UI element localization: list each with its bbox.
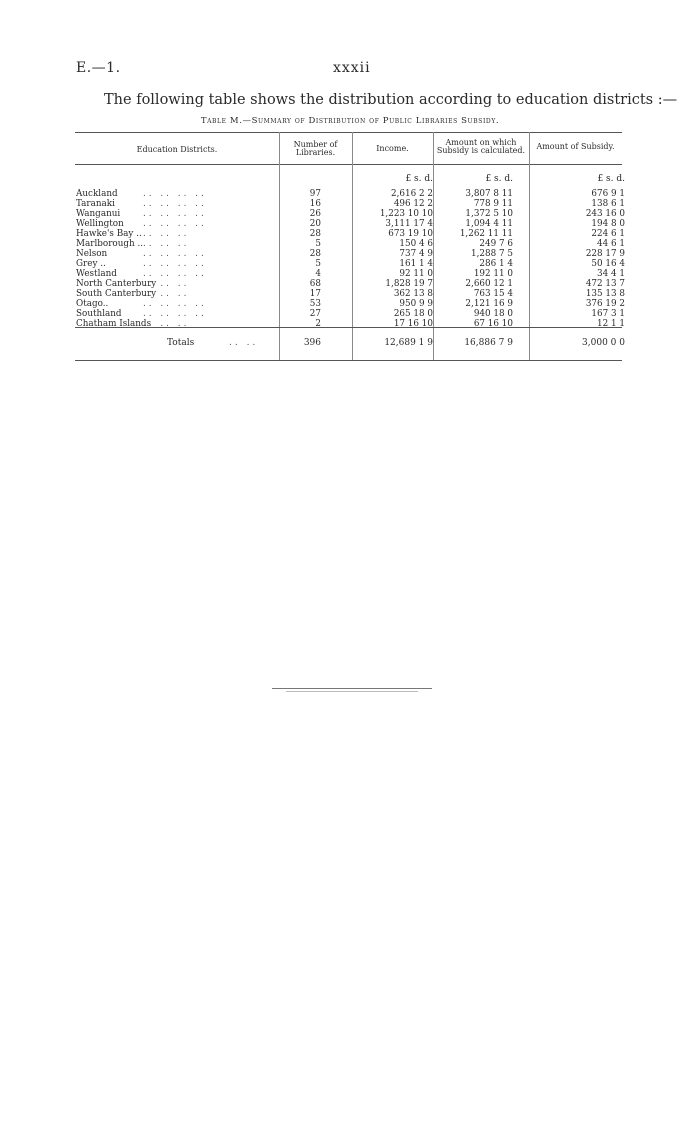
table-row [75,309,625,319]
libraries-count: 4 [315,269,321,279]
income-value: 161 1 4 [399,259,433,269]
leader-dots: .. .. .. [143,289,190,299]
subsidy-value: 224 6 1 [591,229,625,239]
leader-dots: .. .. .. [143,239,190,249]
leader-dots: .. .. .. .. [143,269,207,279]
header-bottom-rule [75,164,622,165]
leader-dots: .. .. .. .. [143,259,207,269]
libraries-count: 5 [315,239,321,249]
income-value: 3,111 17 4 [385,219,433,229]
income-value: 1,223 10 10 [379,209,433,219]
libraries-count: 28 [309,249,321,259]
table-caption: Table M.—Summary of Distribution of Public Libraries Subsidy. [200,116,500,126]
subsidy-value: 243 16 0 [585,209,625,219]
table-row [75,249,625,259]
subsidy-value: 34 4 1 [597,269,625,279]
amount-value: 1,262 11 11 [459,229,513,239]
leader-dots: .. .. .. .. [143,309,207,319]
table-row [75,229,625,239]
libraries-count: 16 [309,199,321,209]
header-amount-of-subsidy: Amount of Subsidy. [536,142,615,151]
income-value: 150 4 6 [399,239,433,249]
income-value: 265 18 0 [393,309,433,319]
libraries-count: 28 [309,229,321,239]
subsidy-value: 12 1 1 [597,319,625,329]
header-income: Income. [376,144,409,153]
district-name: Wanganui [76,209,121,219]
income-value: 496 12 2 [393,199,433,209]
subsidy-value: 135 13 8 [585,289,625,299]
income-value: 673 19 10 [388,229,433,239]
table-row [75,289,625,299]
amount-value: 2,121 16 9 [465,299,513,309]
table-row [75,279,625,289]
leader-dots: .. .. .. [143,229,190,239]
leader-dots: .. .. .. .. [143,219,207,229]
totals-top-rule [75,327,622,328]
amount-value: 1,094 4 11 [465,219,513,229]
table-row [75,299,625,309]
amount-value: 2,660 12 1 [465,279,513,289]
amount-value: 192 11 0 [473,269,513,279]
amount-value: 67 16 10 [473,319,513,329]
district-name: Auckland [76,189,118,199]
leader-dots: .. .. .. .. [143,209,207,219]
subsidy-value: 44 6 1 [597,239,625,249]
subsidy-value: 167 3 1 [591,309,625,319]
subsidy-value: 138 6 1 [591,199,625,209]
table-bottom-rule [75,360,622,361]
table-top-rule [75,132,622,133]
libraries-count: 2 [315,319,321,329]
district-name: Grey .. [76,259,106,269]
amount-value: 3,807 8 11 [465,189,513,199]
subsidy-value: 228 17 9 [585,249,625,259]
income-value: 1,828 19 7 [385,279,433,289]
totals-income: 12,689 1 9 [384,338,433,348]
libraries-count: 68 [309,279,321,289]
header-amount-line1: Amount on which [445,138,517,147]
header-education-districts: Education Districts. [136,145,218,154]
amount-value: 1,372 5 10 [465,209,513,219]
income-value: 362 13 8 [393,289,433,299]
table-row [75,269,625,279]
subsidy-value: 376 19 2 [585,299,625,309]
totals-leader-dots: .. .. [229,338,259,348]
document-reference: E.—1. [76,60,121,76]
income-value: 2,616 2 2 [391,189,433,199]
leader-dots: .. .. .. .. [143,299,207,309]
libraries-count: 20 [309,219,321,229]
amount-value: 763 15 4 [473,289,513,299]
income-value: 17 16 10 [393,319,433,329]
header-amount-calculated [433,139,529,155]
district-name: Southland [76,309,122,319]
subsidy-value: 676 9 1 [591,189,625,199]
district-name: North Canterbury [76,279,157,289]
leader-dots: .. .. .. .. [143,199,207,209]
totals-subsidy: 3,000 0 0 [582,338,625,348]
libraries-count: 97 [309,189,321,199]
district-name: Wellington [76,219,124,229]
subsidy-value: 472 13 7 [585,279,625,289]
decorative-rule [272,688,432,689]
totals-row [75,337,625,349]
district-name: Chatham Islands [76,319,152,329]
subsidy-value: 194 8 0 [591,219,625,229]
libraries-count: 5 [315,259,321,269]
district-name: Otago.. [76,299,109,309]
district-name: Marlborough .. [76,239,144,249]
amount-value: 778 9 11 [473,199,513,209]
income-value: 950 9 9 [399,299,433,309]
amount-unit-header: £ s. d. [485,174,513,184]
totals-libraries: 396 [303,338,321,348]
district-name: Hawke's Bay .. [76,229,142,239]
leader-dots: .. .. .. [143,319,190,329]
libraries-count: 17 [309,289,321,299]
decorative-rule [286,691,418,692]
table-row [75,199,625,209]
district-name: South Canterbury [76,289,157,299]
table-row [75,259,625,269]
totals-amount: 16,886 7 9 [464,338,513,348]
table-row [75,239,625,249]
table-row [75,219,625,229]
income-unit-header: £ s. d. [405,174,433,184]
table-row [75,209,625,219]
amount-value: 1,288 7 5 [471,249,513,259]
leader-dots: .. .. .. .. [143,189,207,199]
income-value: 92 11 0 [399,269,433,279]
totals-label: Totals [167,338,195,348]
district-name: Taranaki [76,199,115,209]
table-row [75,189,625,199]
header-libraries-line2: Libraries. [295,148,336,157]
leader-dots: .. .. .. .. [143,249,207,259]
amount-value: 940 18 0 [473,309,513,319]
leader-dots: .. .. .. [143,279,190,289]
subsidy-unit-header: £ s. d. [597,174,625,184]
intro-paragraph: The following table shows the distribution according to education districts :— [104,92,678,108]
header-number-of-libraries [279,141,352,157]
libraries-count: 53 [309,299,321,309]
libraries-count: 27 [309,309,321,319]
header-libraries-line1: Number of [293,140,338,149]
page-number: xxxii [333,60,371,76]
header-amount-line2: Subsidy is calculated. [436,146,526,155]
amount-value: 286 1 4 [479,259,513,269]
district-name: Westland [76,269,117,279]
subsidy-value: 50 16 4 [591,259,625,269]
amount-value: 249 7 6 [479,239,513,249]
income-value: 737 4 9 [399,249,433,259]
district-name: Nelson [76,249,108,259]
libraries-count: 26 [309,209,321,219]
